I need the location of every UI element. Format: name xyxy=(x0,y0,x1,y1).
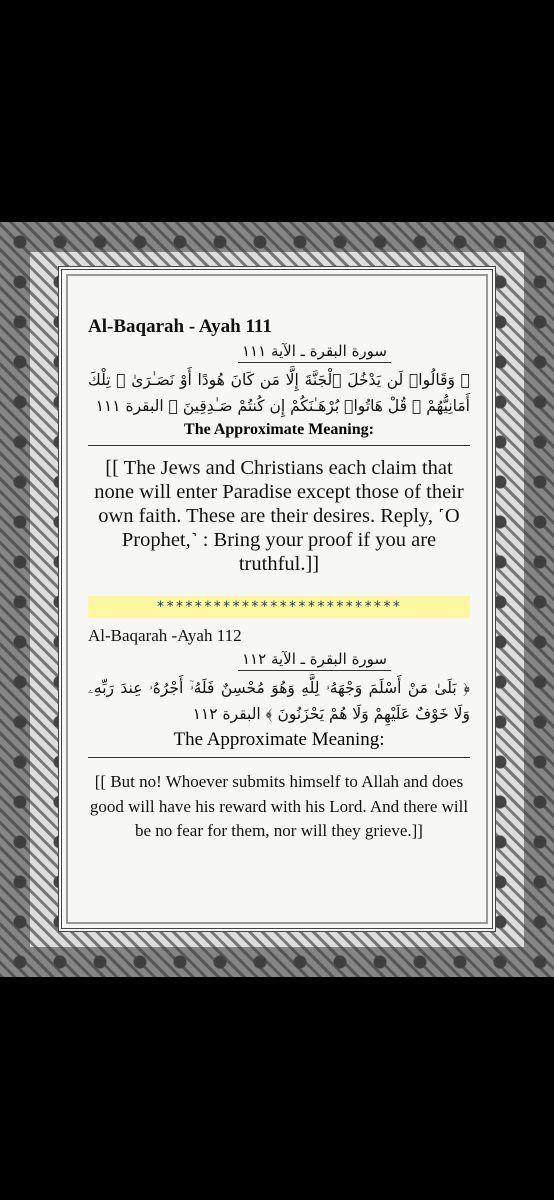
ayah-112-section xyxy=(88,626,470,844)
ayah-112-title: Al-Baqarah -Ayah 112 xyxy=(88,626,242,645)
ayah-112-arabic-verse: ﴿ بَلَىٰ مَنْ أَسْلَمَ وَجْهَهُۥ لِلَّهِ وَهُوَ مُحْسِنٌ فَلَهُۥٓ أَجْرُهُۥ عِندَ رَبِّهِۦ وَلَا خَوْفٌ عَلَيْهِمْ وَلَا هُمْ يَحْزَنُونَ ﴾ البقرة ١١٢ xyxy=(88,679,470,723)
star-separator: ************************** xyxy=(88,596,470,618)
ayah-112-arabic-title: سورة البقرة ـ الآية ١١٢ xyxy=(238,650,391,671)
ayah-111-arabic-title: سورة البقرة ـ الآية ١١١ xyxy=(238,342,391,363)
ayah-112-meaning-text: [[ But no! Whoever submits himself to Allah and does good will have his reward with his Lord. And there will be no fear for them, nor will they grieve.]] xyxy=(89,772,469,840)
ayah-112-meaning-label: The Approximate Meaning: xyxy=(88,729,470,758)
ayah-111-meaning-label: The Approximate Meaning: xyxy=(88,421,470,446)
ayah-111-arabic-verse: ﴿ وَقَالُوا۟ لَن يَدْخُلَ ٱلْجَنَّةَ إِلَّا مَن كَانَ هُودًا أَوْ نَصَـٰرَىٰ ۗ تِلْكَ أَمَانِيُّهُمْ ۗ قُلْ هَاتُوا۟ بُرْهَـٰنَكُمْ إِن كُنتُمْ صَـٰدِقِينَ ﴾ البقرة ١١١ xyxy=(88,371,470,415)
verse-card xyxy=(58,266,496,932)
ayah-111-meaning-text: [[ The Jews and Christians each claim that none will enter Paradise except those of their own faith. These are their desires. Reply, ˹O Prophet,˺ : Bring your proof if you are truthful.]] xyxy=(94,457,464,575)
ayah-111-title: Al-Baqarah - Ayah 111 xyxy=(88,316,272,337)
ayah-111-section xyxy=(88,316,470,576)
